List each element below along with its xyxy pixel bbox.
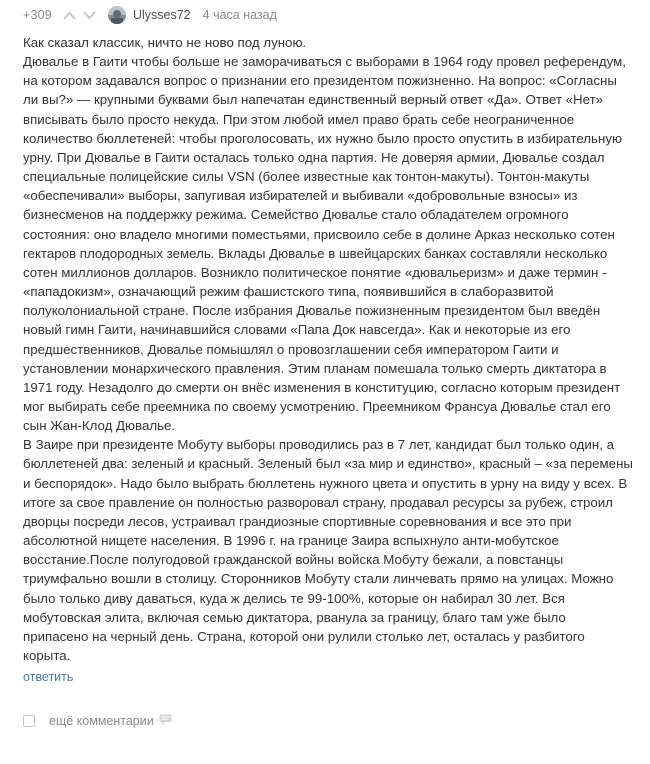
more-comments-link[interactable]: ещё комментарии [49, 714, 154, 729]
vote-up-icon[interactable] [62, 8, 78, 22]
comment-header [23, 6, 650, 24]
comment-bubble-icon[interactable] [159, 714, 172, 728]
comment-paragraph-1: Как сказал классик, ничто не ново под луною. [23, 35, 307, 50]
comment-time[interactable]: 4 часа назад [202, 8, 277, 22]
avatar[interactable] [108, 6, 126, 24]
comment-body [23, 33, 633, 665]
comment-paragraph-3: В Заире при президенте Мобуту выборы проводились раз в 7 лет, кандидат был только один, а бюллетеней два: зеленый и красный. Зеленый был «за мир и единство», красный – «за перемены и беспорядок». Надо было выбрать бюллетень нужного цвета и опустить в урну на виду у всех. В итоге за свое правление он полностью разворовал страну, продавал ресурсы за рубеж, строил дворцы посреди лесов, устраивал грандиозные спортивные соревнования и все это при абсолютной нищете населения. В 1996 г. на границе Заира вспыхнуло анти-мобутское восстание.После полугодовой гражданской войны войска Мобуту бежали, а повстанцы триумфально вошли в столицу. Сторонников Мобуту стали линчевать прямо на улицах. Можно было только диву даваться, куда ж делись те 99-100%, которые он набирал 30 лет. Вся мобутовская элита, включая семью диктатора, рванула за границу, благо там уже было припасено на черный день. Страна, которой они рулили столько лет, осталась у разбитого корыта. [23, 437, 633, 663]
more-comments [23, 714, 650, 728]
vote-down-icon[interactable] [82, 8, 98, 22]
comment-rating: +309 [23, 8, 52, 22]
expand-box-icon[interactable] [23, 715, 35, 727]
comment-author[interactable]: Ulysses72 [132, 8, 191, 22]
comment-paragraph-2: Дювалье в Гаити чтобы больше не заморачиваться с выборами в 1964 году провел референдум, на котором задавался вопрос о признании его президентом пожизненно. На вопрос: «Согласны ли вы?» — крупными буквами был напечатан единственный верный ответ «Да». Ответ «Нет» вписывать было просто некуда. При этом любой имел право брать себе неограниченное количество бюллетеней: чтобы проголосовать, их нужно было просто опустить в избирательную урну. При Дювалье в Гаити осталась только одна партия. Не доверяя армии, Дювалье создал специальные полицейские силы VSN (более известные как тонтон-макуты). Тонтон-макуты «обеспечивали» выборы, запугивая избирателей и выбивали «добровольные взносы» из бизнесменов на поддержку режима. Семейство Дювалье стало обладателем огромного состояния: оно владело многими поместьями, присвоило себе в долине Арказ несколько сотен гектаров плодородных земель. Вклады Дювалье в швейцарских банках составляли несколько сотен миллионов долларов. Возникло политическое понятие «дювальеризм» и даже термин - «пападокизм», означающий режим фашистского типа, появившийся в слаборазвитой полуколониальной стране. После избрания Дювалье пожизненным президентом был введён новый гимн Гаити, начинавшийся словами «Папа Док навсегда». Как и некоторые из его предшественников, Дювалье помышлял о провозглашении себя императором Гаити и установлении монархического правления. Этим планам помешала только смерть диктатора в 1971 году. Незадолго до смерти он внёс изменения в конституцию, согласно которым президент мог выбирать себе преемника по своему усмотрению. Преемником Франсуа Дювалье стал его сын Жан-Клод Дювалье. [23, 54, 626, 434]
reply-link[interactable]: ответить [23, 670, 74, 685]
